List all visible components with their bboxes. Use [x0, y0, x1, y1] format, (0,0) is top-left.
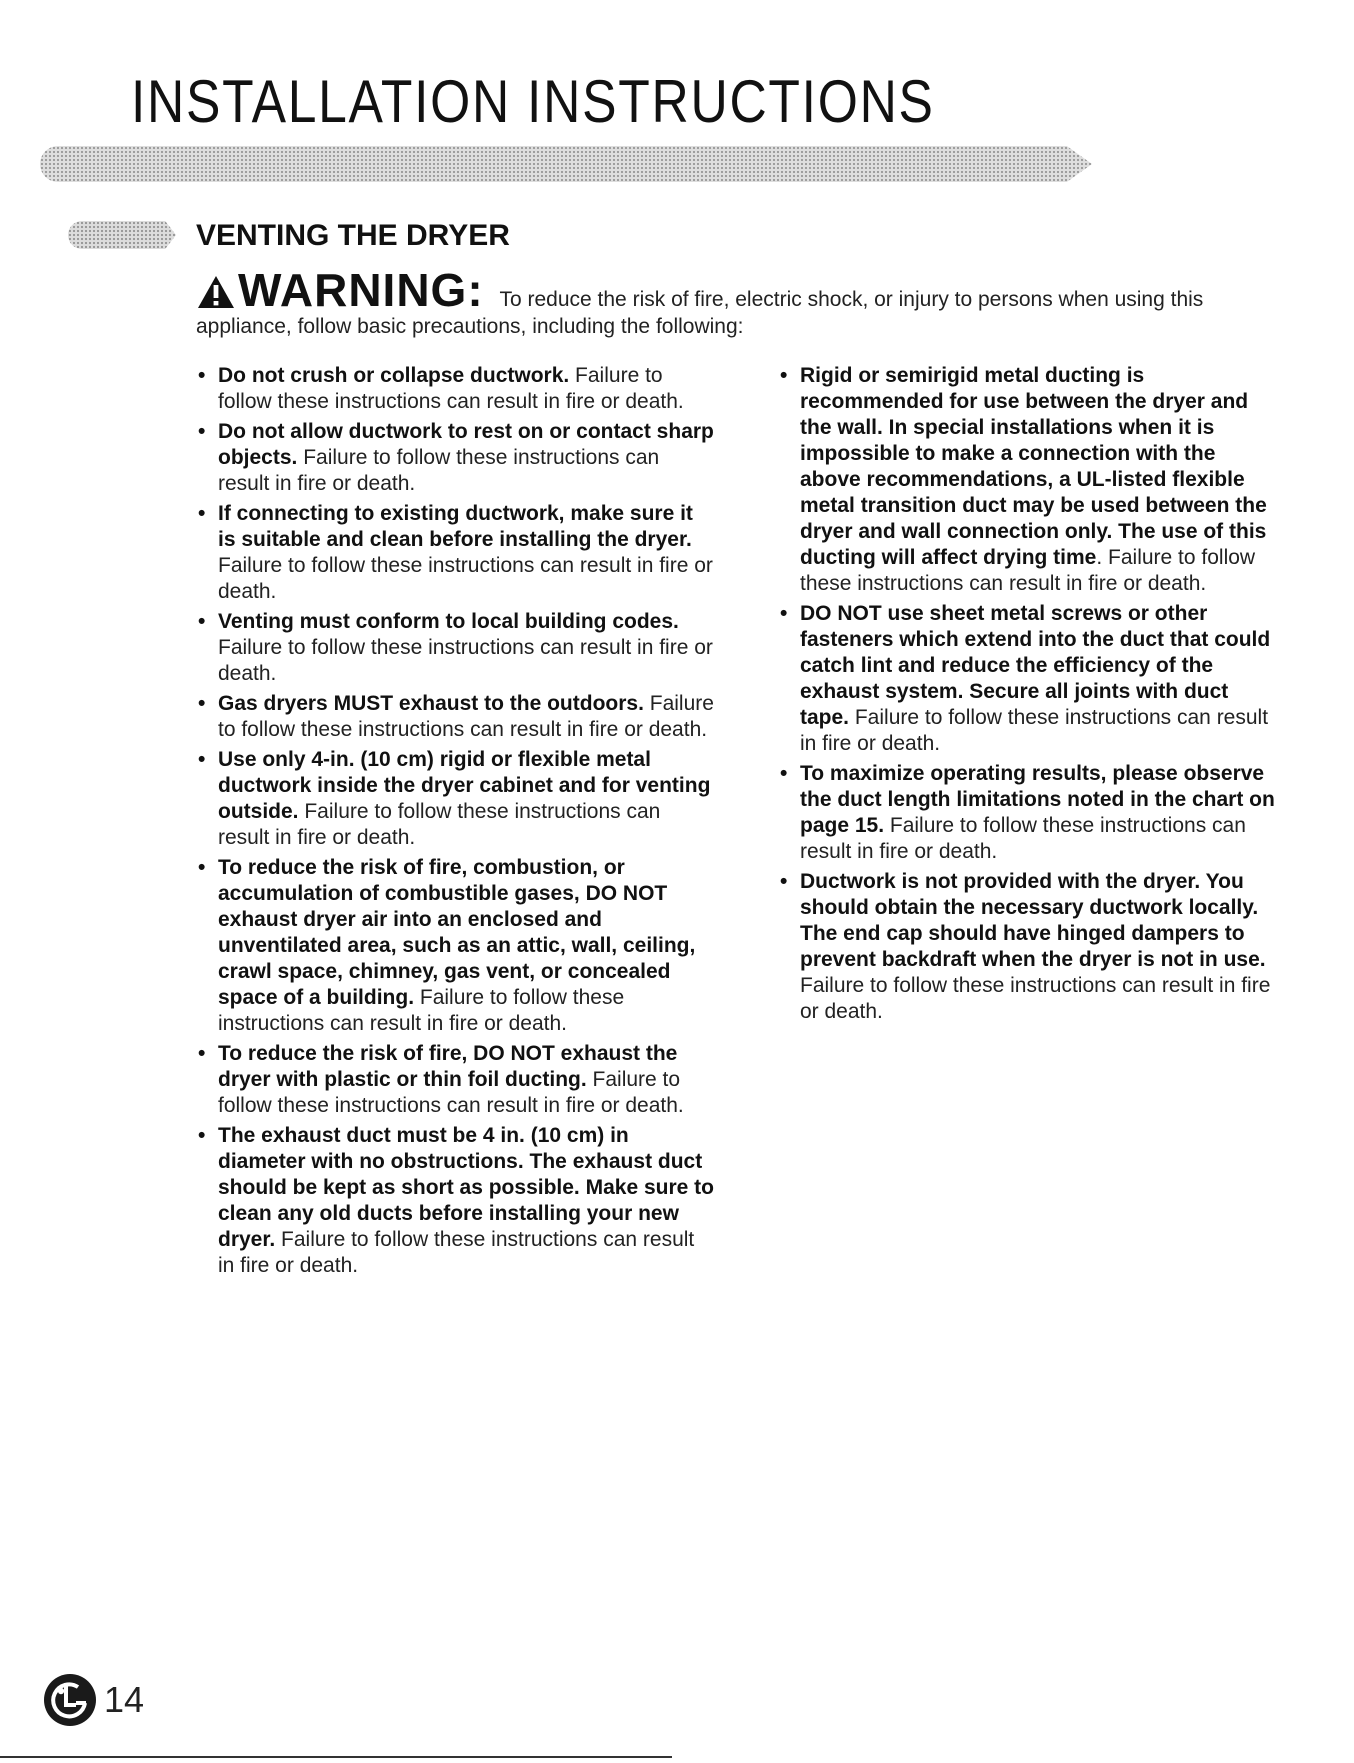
precaution-text: Failure to follow these instructions can result in fire or death.	[218, 986, 625, 1035]
precaution-text: Failure to follow these instructions can result in fire or death.	[218, 446, 660, 495]
precaution-bold-text: Ductwork is not provided with the dryer. You should obtain the necessary ductwork locally. The end cap should have hinged dampers to prevent backdraft when the dryer is not in use.	[800, 870, 1266, 971]
precaution-item	[778, 363, 1278, 597]
right-column	[778, 363, 1278, 1029]
precaution-text: Failure to follow these instructions can result in fire or death.	[800, 814, 1246, 863]
bottom-rule	[0, 1756, 672, 1758]
precaution-item	[196, 691, 716, 743]
precaution-text: . Failure to follow these instructions can result in fire or death.	[800, 546, 1256, 595]
precaution-item	[196, 855, 716, 1037]
precaution-item	[778, 601, 1278, 757]
precaution-text: Failure to follow these instructions can result in fire or death.	[218, 1068, 684, 1117]
precaution-bold-text: To reduce the risk of fire, DO NOT exhaust the dryer with plastic or thin foil ducting.	[218, 1042, 678, 1091]
precaution-bold-text: If connecting to existing ductwork, make sure it is suitable and clean before installing the dryer.	[218, 502, 693, 551]
precaution-text: Failure to follow these instructions can result in fire or death.	[218, 692, 714, 741]
precaution-item	[196, 419, 716, 497]
left-precautions-list	[196, 363, 716, 1279]
precaution-text: Failure to follow these instructions can result in fire or death.	[218, 364, 684, 413]
precaution-bold-text: Gas dryers MUST exhaust to the outdoors.	[218, 692, 644, 715]
precaution-item	[196, 1123, 716, 1279]
precaution-bold-text: To maximize operating results, please observe the duct length limitations noted in the chart on page 15.	[800, 762, 1275, 837]
precaution-text: Failure to follow these instructions can result in fire or death.	[218, 1228, 695, 1277]
lg-logo-icon	[42, 1672, 98, 1728]
warning-label: WARNING:	[238, 264, 484, 316]
precaution-bold-text: Do not allow ductwork to rest on or contact sharp objects.	[218, 420, 714, 469]
section-marker-arrow	[68, 221, 176, 249]
page-title: INSTALLATION INSTRUCTIONS	[131, 68, 935, 135]
section-title: VENTING THE DRYER	[196, 219, 510, 252]
precaution-bold-text: Venting must conform to local building codes.	[218, 610, 679, 633]
warning-block	[196, 264, 1256, 340]
precaution-item	[196, 363, 716, 415]
page-number: 14	[104, 1679, 145, 1720]
precaution-bold-text: DO NOT use sheet metal screws or other fasteners which extend into the duct that could catch lint and reduce the efficiency of the exhaust system. Secure all joints with duct tape.	[800, 602, 1271, 729]
precaution-item	[196, 747, 716, 851]
title-divider-bar	[40, 146, 1092, 182]
warning-text: To reduce the risk of fire, electric shock, or injury to persons when using this appliance, follow basic precautions, including the following:	[196, 288, 1204, 338]
precaution-bold-text: The exhaust duct must be 4 in. (10 cm) in diameter with no obstructions. The exhaust duct should be kept as short as possible. Make sure to clean any old ducts before installing your new dryer.	[218, 1124, 714, 1251]
precaution-text: Failure to follow these instructions can result in fire or death.	[218, 636, 713, 685]
precaution-text: Failure to follow these instructions can result in fire or death.	[218, 800, 661, 849]
precaution-item	[196, 501, 716, 605]
precaution-text: Failure to follow these instructions can result in fire or death.	[218, 554, 713, 603]
precaution-bold-text: Use only 4-in. (10 cm) rigid or flexible metal ductwork inside the dryer cabinet and for venting outside.	[218, 748, 711, 823]
precaution-text: Failure to follow these instructions can result in fire or death.	[800, 706, 1269, 755]
precaution-item	[778, 761, 1278, 865]
precaution-bold-text: To reduce the risk of fire, combustion, or accumulation of combustible gases, DO NOT exhaust dryer air into an enclosed and unventilated area, such as an attic, wall, ceiling, crawl space, chimney, gas vent, or concealed space of a building.	[218, 856, 696, 1009]
precaution-text: Failure to follow these instructions can result in fire or death.	[800, 974, 1271, 1023]
precaution-item	[778, 869, 1278, 1025]
precaution-bold-text: Rigid or semirigid metal ducting is recommended for use between the dryer and the wall. In special installations when it is impossible to make a connection with the above recommendations, a UL-listed flexible metal transition duct may be used between the dryer and wall connection only. The use of this ducting will affect drying time	[800, 364, 1267, 569]
left-column	[196, 363, 716, 1283]
right-precautions-list	[778, 363, 1278, 1025]
precaution-item	[196, 609, 716, 687]
precaution-bold-text: Do not crush or collapse ductwork.	[218, 364, 570, 387]
precaution-item	[196, 1041, 716, 1119]
warning-triangle-icon	[196, 274, 236, 310]
